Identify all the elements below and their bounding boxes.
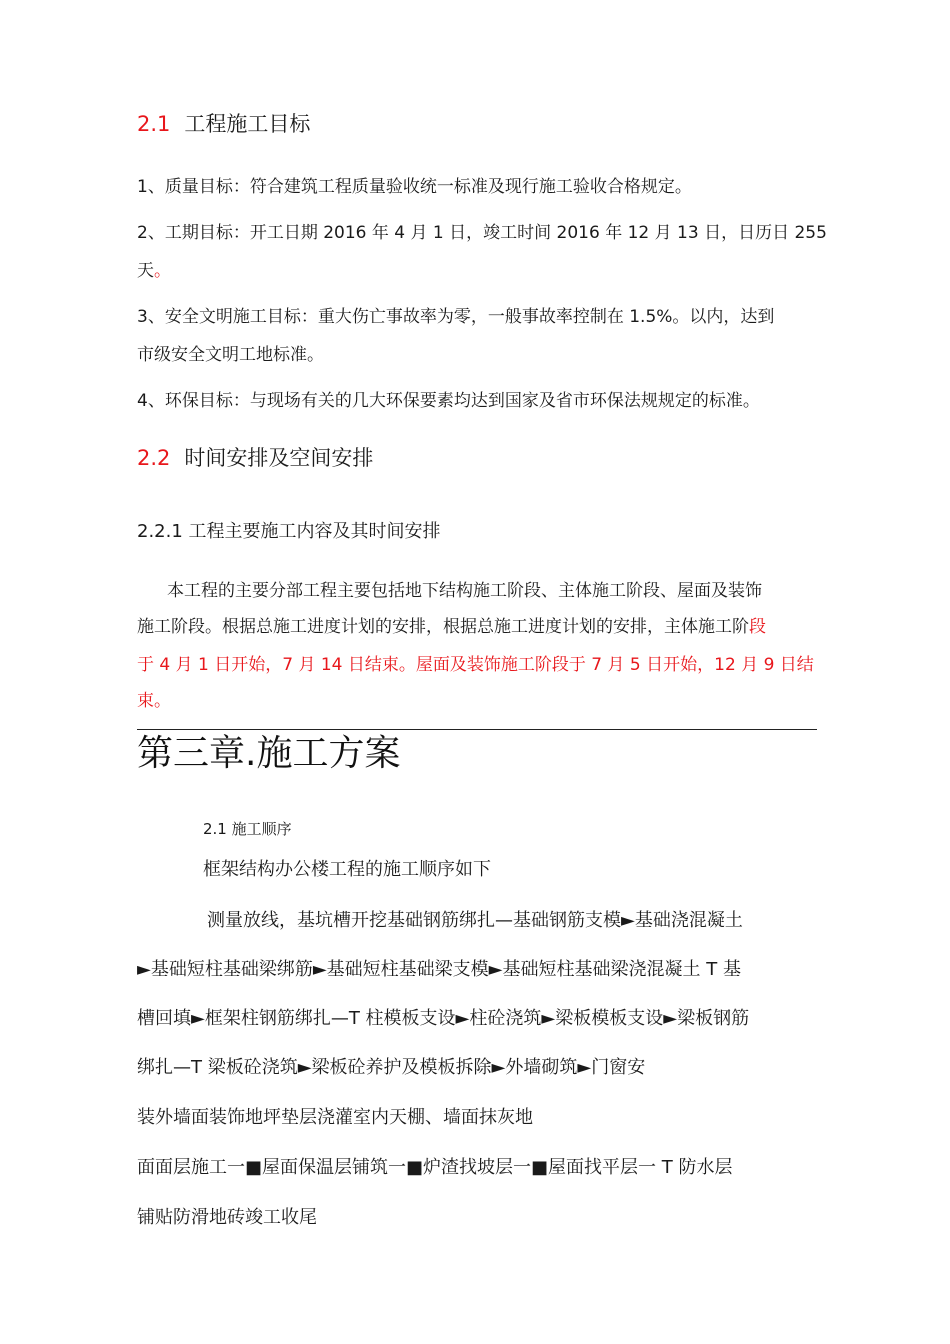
schedule-goal-line-1: 2、工期目标：开工日期 2016 年 4 月 1 日，竣工时间 2016 年 12 月 13 日，日历日 255 xyxy=(137,223,827,243)
order-subtitle: 框架结构办公楼工程的施工顺序如下 xyxy=(203,859,491,880)
order-line: 绑扎—T 梁板砼浇筑►梁板砼养护及模板拆除►外墙砌筑►门窗安 xyxy=(137,1057,646,1078)
section-heading-2-2 xyxy=(137,444,817,472)
section-title: 工程施工目标 xyxy=(184,112,311,136)
intro-line-3: 于 4 月 1 日开始，7 月 14 日结束。屋面及装饰施工阶段于 7 月 5 日开始，12 月 9 日结 xyxy=(137,655,814,675)
section-number: 2.2 xyxy=(137,446,171,470)
safety-goal-line-2: 市级安全文明工地标准。 xyxy=(137,345,324,365)
intro-line-2 xyxy=(137,608,817,646)
quality-goal: 1、质量目标：符合建筑工程质量验收统一标准及现行施工验收合格规定。 xyxy=(137,177,692,197)
chapter-divider xyxy=(137,729,817,730)
order-heading: 2.1 施工顺序 xyxy=(203,820,292,838)
chapter-title: 第三章.施工方案 xyxy=(137,733,401,774)
order-line: 面面层施工一■屋面保温层铺筑一■炉渣找坡层一■屋面找平层一 T 防水层 xyxy=(137,1157,733,1178)
section-title: 时间安排及空间安排 xyxy=(184,446,374,470)
intro-line-1: 本工程的主要分部工程主要包括地下结构施工阶段、主体施工阶段、屋面及装饰 xyxy=(167,581,762,601)
intro-line-2-red: 段 xyxy=(749,617,766,637)
section-number: 2.1 xyxy=(137,112,171,136)
subsection-heading-2-2-1: 2.2.1 工程主要施工内容及其时间安排 xyxy=(137,521,441,542)
intro-line-2-text: 施工阶段。根据总施工进度计划的安排，根据总施工进度计划的安排，主体施工阶 xyxy=(137,617,749,637)
order-line: ►基础短柱基础梁绑筋►基础短柱基础梁支模►基础短柱基础梁浇混凝土 T 基 xyxy=(137,959,741,980)
section-heading-2-1 xyxy=(137,110,817,138)
environment-goal: 4、环保目标：与现场有关的几大环保要素均达到国家及省市环保法规规定的标准。 xyxy=(137,391,760,411)
schedule-goal-line-2 xyxy=(137,252,817,290)
order-line: 装外墙面装饰地坪垫层浇灌室内天棚、墙面抹灰地 xyxy=(137,1107,533,1128)
order-line: 铺贴防滑地砖竣工收尾 xyxy=(137,1207,317,1228)
order-line: 测量放线，基坑槽开挖基础钢筋绑扎—基础钢筋支模►基础浇混凝土 xyxy=(207,910,743,931)
schedule-goal-text: 天 xyxy=(137,261,154,281)
intro-line-4: 束。 xyxy=(137,691,171,711)
schedule-goal-end: 。 xyxy=(154,261,171,281)
order-line: 槽回填►框架柱钢筋绑扎—T 柱模板支设►柱砼浇筑►梁板模板支设►梁板钢筋 xyxy=(137,1008,750,1029)
safety-goal-line-1: 3、安全文明施工目标：重大伤亡事故率为零，一般事故率控制在 1.5%。以内，达到 xyxy=(137,307,775,327)
